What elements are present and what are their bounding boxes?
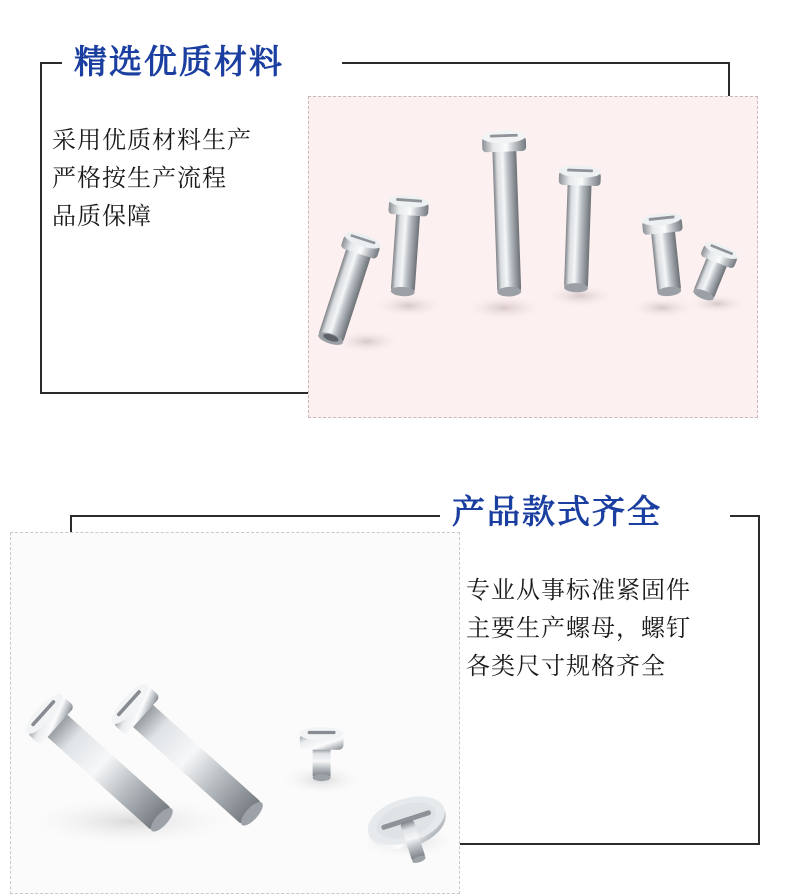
section-one-body-line-3: 品质保障	[52, 203, 152, 230]
section-two-body-line-2: 主要生产螺母，螺钉	[466, 615, 691, 642]
section-one-title: 精选优质材料	[74, 43, 284, 80]
binding-screws-illustration-bottom	[11, 533, 459, 893]
section-one-body-line-2: 严格按生产流程	[52, 165, 227, 192]
binding-screws-photo-top	[308, 96, 758, 418]
section-quality-material	[0, 0, 790, 440]
section-two-title: 产品款式齐全	[452, 493, 662, 530]
section-one-body	[52, 122, 302, 236]
section-two-body-line-1: 专业从事标准紧固件	[466, 577, 691, 604]
binding-screws-illustration-top	[309, 97, 757, 417]
section-two-body	[466, 572, 756, 686]
section-full-styles	[0, 440, 790, 892]
section-two-body-line-3: 各类尺寸规格齐全	[466, 653, 666, 680]
section-one-body-line-1: 采用优质材料生产	[52, 127, 252, 154]
binding-screws-photo-bottom	[10, 532, 460, 894]
